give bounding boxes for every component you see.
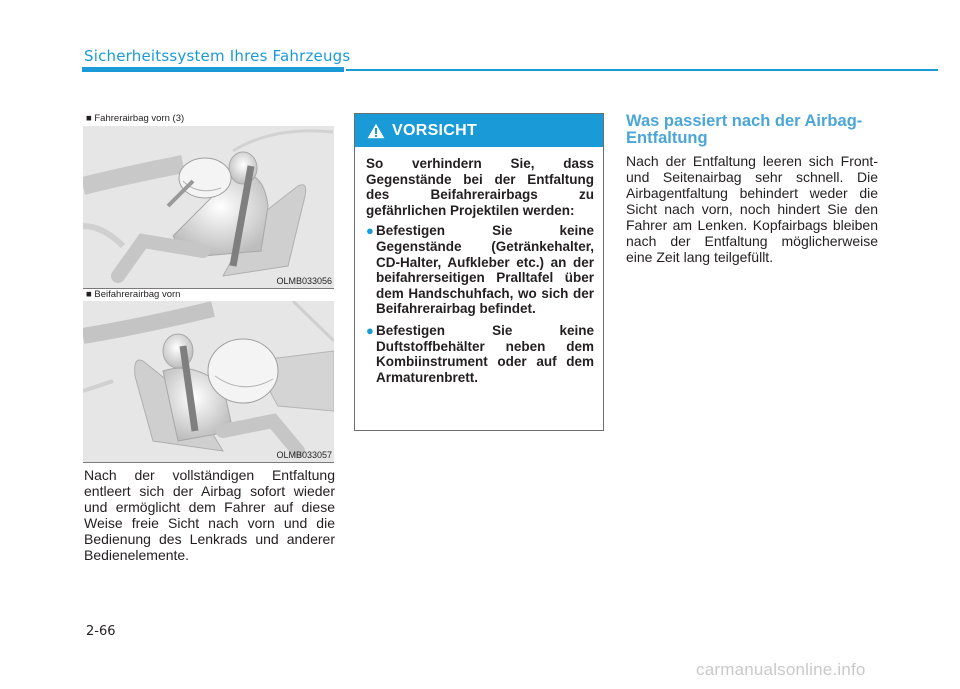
caution-header — [355, 114, 603, 147]
section-text: Nach der Entfaltung leeren sich Front- und Seitenairbag sehr schnell. Die Airbagentfaltung behindert weder die Sicht nach vorn, noch hindert Sie den Fahrer am Lenken. Kopfairbags bleiben nach der Entfaltung möglicherweise eine Zeit lang teilgefüllt. — [626, 153, 878, 265]
bullet-dot-icon: ● — [366, 223, 374, 239]
bullet-dot-icon: ● — [366, 322, 374, 338]
header-rule — [346, 69, 938, 71]
watermark: carmanualsonline.info — [696, 660, 866, 679]
header-accent-bar — [82, 67, 344, 72]
caution-intro: So verhindern Sie, dass Gegenstände bei der Entfaltung des Beifahrerairbags zu gefährlichen Projektilen werden: — [366, 156, 594, 218]
header-title: Sicherheitssystem Ihres Fahrzeugs — [84, 47, 351, 65]
left-column-text: Nach der vollständigen Entfaltung entleert sich der Airbag sofort wieder und ermöglicht dem Fahrer auf diese Weise freie Sicht nach vorn und die Bedienung des Lenkrads und anderer Bedienelemente. — [84, 467, 335, 563]
figure-caption-driver-airbag: ■ Fahrerairbag vorn (3) — [86, 113, 185, 124]
figure-code: OLMB033056 — [276, 276, 332, 286]
caution-bullet-text: Befestigen Sie keine Gegenstände (Getränkehalter, CD-Halter, Aufkleber etc.) an der beifahrerseitigen Pralltafel über dem Handschuhfach, wo sich der Beifahrerairbag befindet. — [376, 223, 594, 317]
warning-triangle-icon — [367, 123, 385, 139]
caution-body — [355, 147, 603, 385]
section-heading: Was passiert nach der Airbag-Entfaltung — [626, 112, 863, 147]
caution-box — [354, 113, 604, 431]
driver-airbag-illustration — [83, 126, 334, 288]
passenger-airbag-illustration — [83, 301, 334, 462]
caution-bullet — [366, 223, 594, 317]
figure-passenger-airbag — [83, 301, 334, 463]
figure-caption-passenger-airbag: ■ Beifahrerairbag vorn — [86, 289, 181, 300]
caution-bullet-text: Befestigen Sie keine Duftstoffbehälter neben dem Kombiinstrument oder auf dem Armaturenbrett. — [376, 322, 594, 385]
figure-code: OLMB033057 — [276, 450, 332, 460]
figure-driver-airbag — [83, 126, 334, 289]
page-number: 2-66 — [86, 624, 116, 639]
caution-bullet — [366, 323, 594, 385]
caution-title: VORSICHT — [392, 121, 478, 139]
